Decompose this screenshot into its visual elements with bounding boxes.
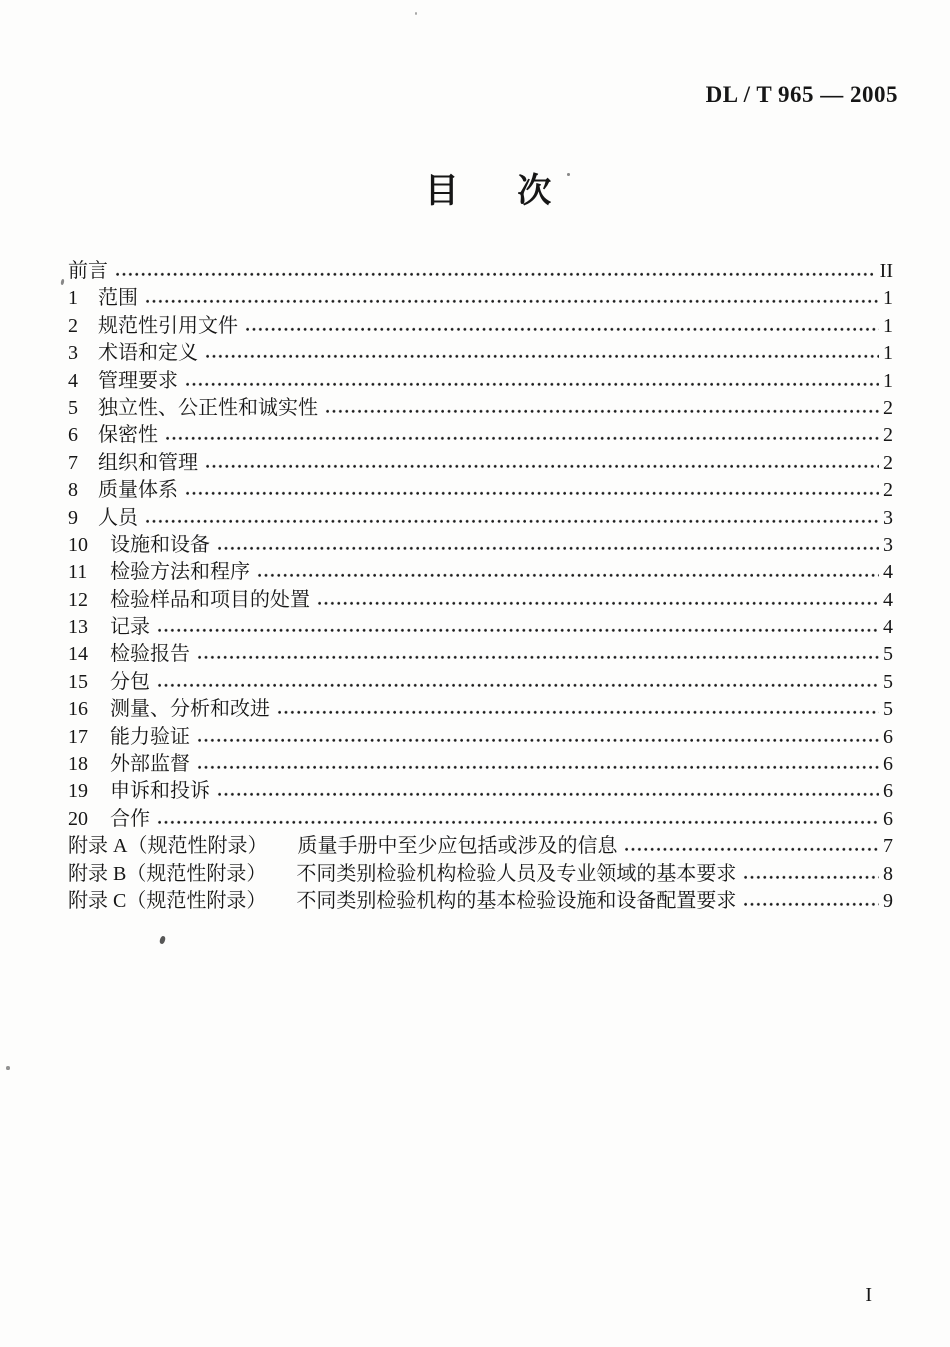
toc-entry-title: 组织和管理 <box>98 451 198 474</box>
toc-entry-title: 独立性、公正性和诚实性 <box>98 396 318 419</box>
toc-entry-number: 14 <box>68 643 88 666</box>
toc-entry-page: II <box>879 260 893 282</box>
dot-leader <box>157 820 879 825</box>
dot-leader <box>245 327 879 332</box>
toc-entry <box>68 505 893 532</box>
toc-entry-page: 3 <box>883 533 893 556</box>
toc-entry-title: 检验报告 <box>110 643 190 666</box>
scan-artifact <box>415 12 417 15</box>
toc-entry-page: 5 <box>883 698 893 721</box>
dot-leader <box>257 573 879 578</box>
toc-entry <box>68 450 893 477</box>
standard-number: DL / T 965 — 2005 <box>705 82 898 107</box>
toc-entry <box>68 724 893 751</box>
toc-entry-page: 1 <box>883 287 893 310</box>
toc-entry-number: 15 <box>68 670 88 693</box>
toc-entry <box>68 614 893 641</box>
toc-entry-title: 质量体系 <box>98 479 178 502</box>
toc-entry-title: 质量手册中至少应包括或涉及的信息 <box>297 835 618 858</box>
scan-artifact <box>60 279 64 285</box>
toc-entry <box>68 395 893 422</box>
toc-entry-page: 6 <box>883 725 893 748</box>
dot-leader <box>624 847 879 852</box>
dot-leader <box>317 601 879 606</box>
toc-entry-page: 4 <box>883 616 893 639</box>
toc-entry-page: 1 <box>883 369 893 392</box>
toc-entry-page: 6 <box>883 753 893 776</box>
toc-list <box>68 258 893 915</box>
toc-entry-number: 20 <box>68 807 88 830</box>
toc-entry-title: 外部监督 <box>110 753 190 776</box>
scan-artifact <box>6 1066 10 1070</box>
dot-leader <box>743 902 879 907</box>
toc-entry-title: 合作 <box>110 807 150 830</box>
toc-entry <box>68 532 893 559</box>
toc-entry-page: 1 <box>883 314 893 337</box>
dot-leader <box>217 792 879 797</box>
toc-entry-number: 16 <box>68 698 88 721</box>
toc-entry-title: 检验样品和项目的处置 <box>110 588 310 611</box>
toc-entry-number: 7 <box>68 451 78 474</box>
toc-entry-page: 6 <box>883 780 893 803</box>
toc-entry-number: 附录 C（规范性附录） <box>68 889 267 912</box>
toc-entry-page: 7 <box>883 835 893 858</box>
toc-entry <box>68 368 893 395</box>
toc-entry-page: 4 <box>883 561 893 584</box>
toc-entry-number: 9 <box>68 506 78 529</box>
toc-entry-number: 4 <box>68 369 78 392</box>
toc-entry-page: 1 <box>883 342 893 365</box>
scan-artifact <box>159 935 166 944</box>
toc-entry <box>68 751 893 778</box>
toc-entry-title: 检验方法和程序 <box>110 561 250 584</box>
toc-entry-number: 1 <box>68 287 78 310</box>
toc-entry-title: 前言 <box>68 260 108 282</box>
dot-leader <box>145 299 879 304</box>
toc-entry <box>68 888 893 915</box>
toc-entry <box>68 285 893 312</box>
toc-entry-page: 9 <box>883 889 893 912</box>
toc-entry-title: 人员 <box>98 506 138 529</box>
page-title: 目 次 <box>424 173 552 210</box>
dot-leader <box>217 546 879 551</box>
toc-entry-page: 5 <box>883 643 893 666</box>
toc-entry-number: 12 <box>68 588 88 611</box>
dot-leader <box>205 464 879 469</box>
dot-leader <box>197 738 879 743</box>
dot-leader <box>197 765 879 770</box>
toc-entry <box>68 313 893 340</box>
toc-entry <box>68 587 893 614</box>
toc-entry <box>68 861 893 888</box>
toc-entry-number: 附录 B（规范性附录） <box>68 862 267 885</box>
toc-entry-number: 10 <box>68 533 88 556</box>
toc-entry-number: 19 <box>68 780 88 803</box>
toc-entry-title: 测量、分析和改进 <box>110 698 270 721</box>
dot-leader <box>185 382 879 387</box>
toc-entry <box>68 669 893 696</box>
toc-entry-page: 3 <box>883 506 893 529</box>
toc-entry-title: 分包 <box>110 670 150 693</box>
toc-entry-number: 18 <box>68 753 88 776</box>
toc-entry-page: 2 <box>883 396 893 419</box>
toc-entry-number: 3 <box>68 342 78 365</box>
toc-entry <box>68 778 893 805</box>
footer-page-number: I <box>865 1284 872 1306</box>
toc-entry <box>68 696 893 723</box>
dot-leader <box>115 272 876 277</box>
toc-entry <box>68 422 893 449</box>
toc-entry-page: 2 <box>883 451 893 474</box>
toc-entry-title: 能力验证 <box>110 725 190 748</box>
toc-entry-title: 不同类别检验机构检验人员及专业领域的基本要求 <box>296 862 737 885</box>
dot-leader <box>165 436 879 441</box>
dot-leader <box>157 683 879 688</box>
dot-leader <box>157 628 879 633</box>
toc-entry-title: 记录 <box>110 616 150 639</box>
toc-entry-page: 4 <box>883 588 893 611</box>
toc-entry <box>68 340 893 367</box>
dot-leader <box>197 655 879 660</box>
toc-entry-page: 6 <box>883 807 893 830</box>
toc-entry-page: 2 <box>883 424 893 447</box>
toc-entry-title: 保密性 <box>98 424 158 447</box>
toc-entry-title: 不同类别检验机构的基本检验设施和设备配置要求 <box>296 889 737 912</box>
dot-leader <box>145 519 879 524</box>
toc-entry-page: 8 <box>883 862 893 885</box>
toc-entry <box>68 833 893 860</box>
dot-leader <box>743 875 879 880</box>
toc-entry <box>68 477 893 504</box>
toc-entry-title: 管理要求 <box>98 369 178 392</box>
dot-leader <box>325 409 879 414</box>
dot-leader <box>205 354 879 359</box>
toc-entry-number: 6 <box>68 424 78 447</box>
toc-entry <box>68 806 893 833</box>
toc-entry-number: 附录 A（规范性附录） <box>68 835 268 858</box>
scan-artifact <box>567 173 570 176</box>
toc-entry-title: 设施和设备 <box>110 533 210 556</box>
toc-entry-number: 5 <box>68 396 78 419</box>
toc-entry-number: 2 <box>68 314 78 337</box>
toc-entry-title: 规范性引用文件 <box>98 314 238 337</box>
toc-entry-number: 11 <box>68 561 88 584</box>
dot-leader <box>185 491 879 496</box>
toc-entry-page: 5 <box>883 670 893 693</box>
toc-entry-title: 范围 <box>98 287 138 310</box>
dot-leader <box>277 710 879 715</box>
toc-entry-page: 2 <box>883 479 893 502</box>
toc-entry-number: 13 <box>68 616 88 639</box>
toc-entry <box>68 258 893 285</box>
toc-entry-title: 术语和定义 <box>98 342 198 365</box>
toc-entry-title: 申诉和投诉 <box>110 780 210 803</box>
toc-entry-number: 8 <box>68 479 78 502</box>
toc-entry <box>68 559 893 586</box>
toc-entry <box>68 641 893 668</box>
toc-entry-number: 17 <box>68 725 88 748</box>
